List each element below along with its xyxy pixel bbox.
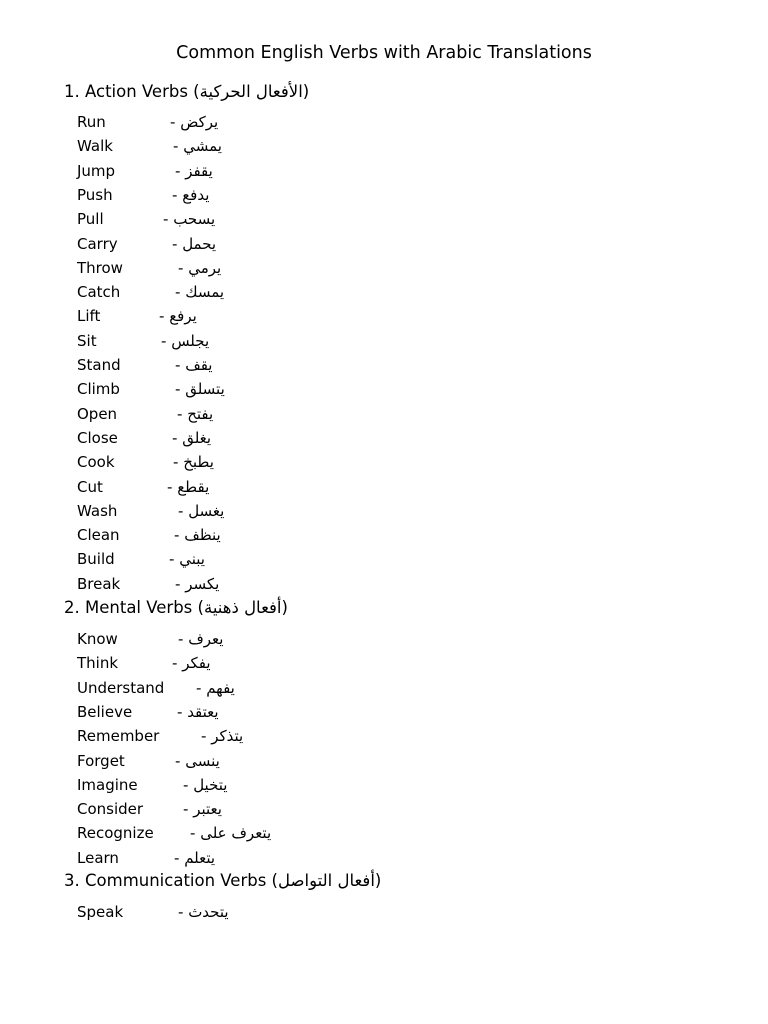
section-title-english: Communication Verbs	[85, 871, 267, 890]
verb-english: Climb	[77, 380, 120, 399]
verb-translation: - يفكر	[172, 654, 211, 673]
verb-english: Push	[77, 185, 113, 204]
verb-translation: - يتعرف على	[190, 824, 272, 843]
section-title-arabic: الأفعال الحركية	[199, 82, 303, 101]
verb-translation: - يغلق	[172, 428, 212, 447]
verb-arabic: يحمل	[182, 234, 217, 253]
verb-translation: - يسحب	[163, 210, 216, 229]
verb-arabic: يكسر	[185, 574, 220, 593]
section-heading: 2. Mental Verbs (أفعال ذهنية)	[64, 598, 288, 617]
verb-arabic: يطبخ	[183, 453, 214, 472]
verb-translation: - يركض	[170, 113, 219, 131]
verb-english: Throw	[77, 258, 123, 277]
section-title-arabic: أفعال ذهنية	[203, 598, 282, 617]
verb-translation: - يتخيل	[183, 775, 228, 794]
verb-english: Walk	[77, 137, 113, 156]
verb-translation: - يقطع	[167, 477, 210, 496]
verb-arabic: يقطع	[177, 477, 210, 496]
verb-arabic: يرمي	[188, 258, 222, 277]
verb-translation: - يتسلق	[175, 380, 225, 399]
verb-arabic: يتسلق	[185, 380, 225, 399]
verb-arabic: يتعرف على	[200, 824, 272, 843]
verb-arabic: يتعلم	[184, 848, 216, 867]
verb-translation: - يبني	[169, 550, 205, 569]
verb-english: Recognize	[77, 824, 154, 843]
verb-english: Run	[77, 113, 106, 131]
verb-translation: - يمسك	[175, 283, 225, 302]
section-title-english: Action Verbs	[85, 82, 188, 101]
section-number: 2.	[64, 598, 80, 617]
verb-english: Break	[77, 574, 121, 593]
verb-arabic: يسحب	[173, 210, 216, 229]
verb-english: Carry	[77, 234, 118, 253]
verb-arabic: يقف	[185, 356, 213, 374]
verb-translation: - ينظف	[174, 526, 221, 545]
verb-english: Believe	[77, 702, 133, 721]
verb-translation: - يغسل	[178, 501, 225, 520]
verb-arabic: يتخيل	[193, 775, 228, 794]
verb-translation: - يعتبر	[183, 800, 222, 819]
verb-english: Consider	[77, 800, 144, 819]
page-title: Common English Verbs with Arabic Translations	[176, 43, 592, 63]
verb-translation: - يحمل	[172, 234, 217, 253]
verb-arabic: يعتبر	[193, 800, 222, 819]
verb-translation: - يدفع	[172, 185, 210, 204]
section-number: 1.	[64, 82, 80, 101]
verb-arabic: يركض	[180, 113, 219, 131]
verb-english: Lift	[77, 307, 101, 326]
verb-english: Stand	[77, 356, 121, 374]
verb-arabic: يغلق	[182, 428, 212, 447]
verb-arabic: يدفع	[182, 185, 210, 204]
verb-translation: - يفهم	[196, 678, 235, 697]
verb-arabic: يعرف	[188, 630, 224, 648]
verb-translation: - يرفع	[159, 307, 197, 326]
section-number: 3.	[64, 871, 80, 890]
verb-arabic: يبني	[179, 550, 205, 569]
verb-english: Speak	[77, 903, 124, 921]
verb-english: Imagine	[77, 775, 138, 794]
verb-translation: - يقف	[175, 356, 213, 374]
verb-translation: - يطبخ	[173, 453, 214, 472]
verb-english: Build	[77, 550, 115, 569]
verb-translation: - يتعلم	[174, 848, 216, 867]
verb-english: Forget	[77, 751, 125, 770]
verb-translation: - يكسر	[175, 574, 220, 593]
verb-english: Cut	[77, 477, 103, 496]
verb-arabic: ينسى	[185, 751, 220, 770]
verb-translation: - يعرف	[178, 630, 224, 648]
verb-english: Understand	[77, 678, 165, 697]
verb-arabic: يتذكر	[211, 727, 244, 746]
verb-english: Clean	[77, 526, 120, 545]
verb-translation: - يقفز	[175, 161, 213, 180]
verb-arabic: يمشي	[183, 137, 222, 156]
verb-arabic: يفكر	[182, 654, 211, 673]
verb-english: Open	[77, 404, 118, 423]
section-title-arabic: أفعال التواصل	[278, 871, 375, 890]
verb-translation: - يرمي	[178, 258, 222, 277]
verb-arabic: يمسك	[185, 283, 225, 302]
verb-english: Wash	[77, 501, 118, 520]
verb-arabic: يتحدث	[188, 903, 229, 921]
verb-translation: - يجلس	[161, 331, 210, 350]
section-heading: 1. Action Verbs (الأفعال الحركية)	[64, 82, 310, 101]
verb-arabic: يجلس	[171, 331, 210, 350]
verb-translation: - يمشي	[173, 137, 222, 156]
section-title-english: Mental Verbs	[85, 598, 193, 617]
verb-english: Close	[77, 428, 118, 447]
verb-arabic: يفهم	[206, 678, 235, 697]
verb-arabic: يرفع	[169, 307, 197, 326]
verb-translation: - يعتقد	[177, 702, 219, 721]
verb-arabic: يغسل	[188, 501, 225, 520]
section-heading: 3. Communication Verbs (أفعال التواصل)	[64, 871, 382, 890]
verb-english: Jump	[77, 161, 116, 180]
verb-arabic: يفتح	[187, 404, 214, 423]
verb-english: Know	[77, 630, 118, 648]
verb-translation: - ينسى	[175, 751, 220, 770]
verb-translation: - يتذكر	[201, 727, 244, 746]
verb-english: Catch	[77, 283, 121, 302]
verb-english: Remember	[77, 727, 160, 746]
verb-english: Sit	[77, 331, 97, 350]
verb-translation: - يتحدث	[178, 903, 229, 921]
verb-english: Cook	[77, 453, 115, 472]
verb-arabic: ينظف	[184, 526, 221, 545]
verb-english: Learn	[77, 848, 119, 867]
verb-arabic: يقفز	[185, 161, 213, 180]
verb-english: Think	[77, 654, 119, 673]
verb-english: Pull	[77, 210, 104, 229]
verb-translation: - يفتح	[177, 404, 214, 423]
verb-arabic: يعتقد	[187, 702, 219, 721]
